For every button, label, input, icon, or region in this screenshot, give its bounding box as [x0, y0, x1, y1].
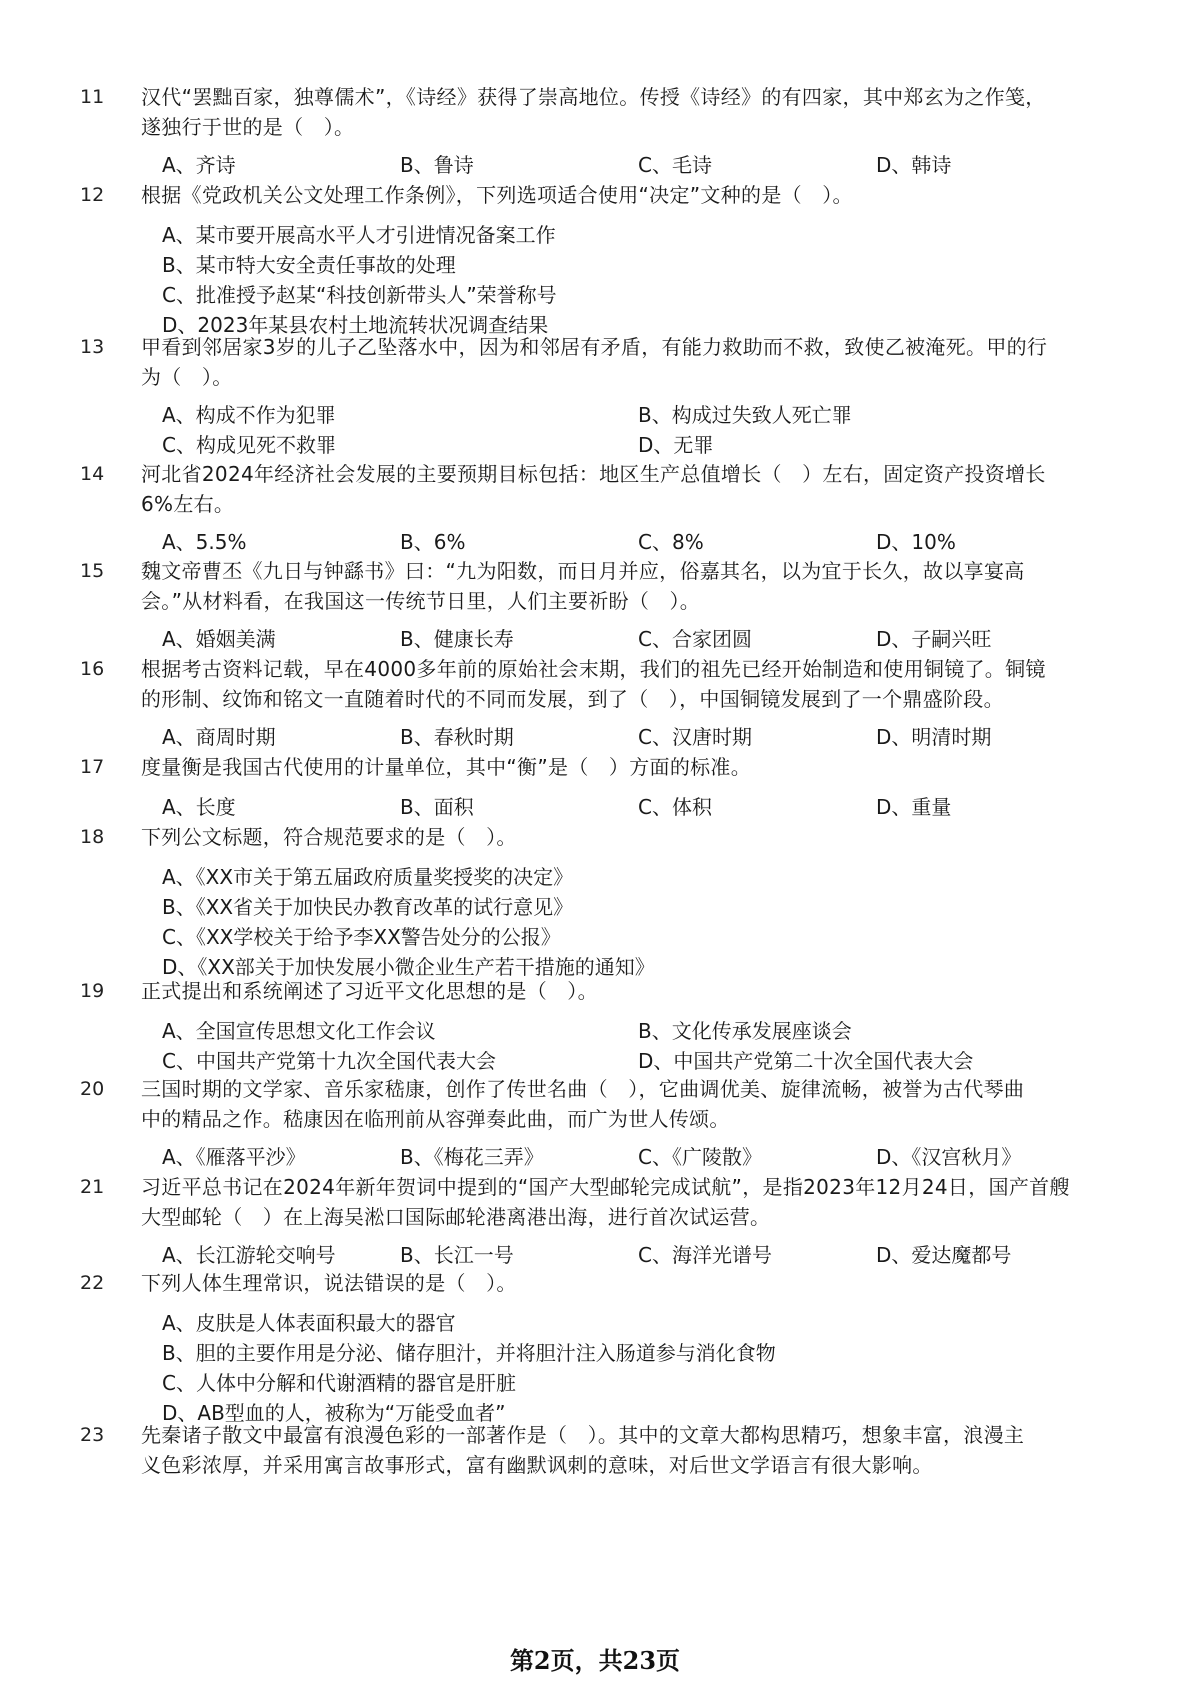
question-stem [141, 180, 1091, 210]
answer-option: C、中国共产党第十九次全国代表大会 [162, 1049, 496, 1073]
question-stem [141, 332, 1091, 392]
answer-option: A、《XX市关于第五届政府质量奖授奖的决定》 [162, 865, 574, 889]
question-stem-line: 义色彩浓厚，并采用寓言故事形式，富有幽默讽刺的意味，对后世文学语言有很大影响。 [141, 1453, 933, 1477]
answer-option: C、构成见死不救罪 [162, 433, 336, 457]
answer-option: A、某市要开展高水平人才引进情况备案工作 [162, 223, 556, 247]
answer-option: C、体积 [638, 795, 712, 819]
answer-option: A、长度 [162, 795, 236, 819]
option-group [162, 792, 1092, 822]
question-stem-line: 先秦诸子散文中最富有浪漫色彩的一部著作是（ ）。其中的文章大都构思精巧，想象丰富，浪漫主 [141, 1423, 1025, 1447]
question-stem-line: 遂独行于世的是（ ）。 [141, 115, 355, 139]
answer-option: D、无罪 [638, 433, 714, 457]
answer-option: C、批准授予赵某“科技创新带头人”荣誉称号 [162, 283, 557, 307]
answer-option: D、重量 [876, 795, 952, 819]
option-group [162, 624, 1092, 654]
answer-option: B、文化传承发展座谈会 [638, 1019, 852, 1043]
question-stem [141, 1172, 1091, 1232]
answer-option: B、《XX省关于加快民办教育改革的试行意见》 [162, 895, 574, 919]
question-stem-line: 甲看到邻居家3岁的儿子乙坠落水中，因为和邻居有矛盾，有能力救助而不救，致使乙被淹死。甲的行 [141, 335, 1048, 359]
answer-option: C、8% [638, 530, 704, 554]
answer-option: C、《广陵散》 [638, 1145, 762, 1169]
question-stem-line: 正式提出和系统阐述了习近平文化思想的是（ ）。 [141, 979, 598, 1003]
question-number: 22 [80, 1272, 105, 1294]
question-number: 18 [80, 826, 105, 848]
question-stem [141, 556, 1091, 616]
option-group [162, 220, 1092, 340]
question-stem-line: 会。”从材料看，在我国这一传统节日里，人们主要祈盼（ ）。 [141, 589, 701, 613]
answer-option: C、毛诗 [638, 153, 712, 177]
question-number: 11 [80, 86, 105, 108]
question-stem-line: 的形制、纹饰和铭文一直随着时代的不同而发展，到了（ ），中国铜镜发展到了一个鼎盛阶段。 [141, 687, 1004, 711]
answer-option: A、5.5% [162, 530, 247, 554]
question-number: 20 [80, 1078, 105, 1100]
question-number: 23 [80, 1424, 105, 1446]
option-group [162, 722, 1092, 752]
question-stem-line: 汉代“罢黜百家，独尊儒术”，《诗经》获得了崇高地位。传授《诗经》的有四家，其中郑玄为之作笺， [141, 85, 1046, 109]
answer-option: B、面积 [400, 795, 474, 819]
question-stem-line: 魏文帝曹丕《九日与钟繇书》曰：“九为阳数，而日月并应，俗嘉其名，以为宜于长久，故以享宴高 [141, 559, 1025, 583]
option-group [162, 1016, 1092, 1076]
option-group [162, 1240, 1092, 1270]
question-stem [141, 82, 1091, 142]
answer-option: D、AB型血的人，被称为“万能受血者” [162, 1401, 506, 1425]
question-stem-line: 河北省2024年经济社会发展的主要预期目标包括：地区生产总值增长（ ）左右，固定资产投资增长 [141, 462, 1046, 486]
answer-option: B、《梅花三弄》 [400, 1145, 544, 1169]
question-stem-line: 根据《党政机关公文处理工作条例》，下列选项适合使用“决定”文种的是（ ）。 [141, 183, 853, 207]
question-number: 19 [80, 980, 105, 1002]
question-stem [141, 752, 1091, 782]
question-stem-line: 中的精品之作。嵇康因在临刑前从容弹奏此曲，而广为世人传颂。 [141, 1107, 730, 1131]
question-stem-line: 根据考古资料记载，早在4000多年前的原始社会末期，我们的祖先已经开始制造和使用铜镜了。铜镜 [141, 657, 1046, 681]
page-footer: 第2页，共23页 [509, 1646, 681, 1675]
answer-option: B、某市特大安全责任事故的处理 [162, 253, 456, 277]
question-number: 15 [80, 560, 105, 582]
answer-option: B、长江一号 [400, 1243, 514, 1267]
answer-option: D、10% [876, 530, 956, 554]
question-number: 21 [80, 1176, 105, 1198]
option-group [162, 400, 1092, 460]
question-stem-line: 三国时期的文学家、音乐家嵇康，创作了传世名曲（ ），它曲调优美、旋律流畅，被誉为古代琴曲 [141, 1077, 1025, 1101]
answer-option: D、爱达魔都号 [876, 1243, 1012, 1267]
question-number: 13 [80, 336, 105, 358]
answer-option: D、中国共产党第二十次全国代表大会 [638, 1049, 974, 1073]
answer-option: A、齐诗 [162, 153, 236, 177]
answer-option: A、全国宣传思想文化工作会议 [162, 1019, 436, 1043]
question-stem [141, 1074, 1091, 1134]
answer-option: C、合家团圆 [638, 627, 752, 651]
answer-option: B、鲁诗 [400, 153, 474, 177]
answer-option: D、子嗣兴旺 [876, 627, 992, 651]
question-stem [141, 1268, 1091, 1298]
question-number: 12 [80, 184, 105, 206]
question-number: 14 [80, 463, 105, 485]
option-group [162, 1142, 1092, 1172]
question-stem-line: 度量衡是我国古代使用的计量单位，其中“衡”是（ ）方面的标准。 [141, 755, 752, 779]
question-stem [141, 822, 1091, 852]
answer-option: A、婚姻美满 [162, 627, 276, 651]
question-number: 16 [80, 658, 105, 680]
question-stem-line: 为（ ）。 [141, 365, 233, 389]
answer-option: B、6% [400, 530, 466, 554]
answer-option: C、人体中分解和代谢酒精的器官是肝脏 [162, 1371, 516, 1395]
option-group [162, 150, 1092, 180]
answer-option: C、汉唐时期 [638, 725, 752, 749]
answer-option: C、《XX学校关于给予李XX警告处分的公报》 [162, 925, 561, 949]
answer-option: D、《XX部关于加快发展小微企业生产若干措施的通知》 [162, 955, 655, 979]
option-group [162, 862, 1092, 982]
answer-option: A、商周时期 [162, 725, 276, 749]
question-stem [141, 976, 1091, 1006]
answer-option: D、韩诗 [876, 153, 952, 177]
option-group [162, 1308, 1092, 1428]
answer-option: D、《汉宫秋月》 [876, 1145, 1022, 1169]
option-group [162, 527, 1092, 557]
question-stem [141, 1420, 1091, 1480]
answer-option: B、构成过失致人死亡罪 [638, 403, 852, 427]
answer-option: A、构成不作为犯罪 [162, 403, 336, 427]
answer-option: C、海洋光谱号 [638, 1243, 772, 1267]
answer-option: D、明清时期 [876, 725, 992, 749]
question-stem-line: 下列公文标题，符合规范要求的是（ ）。 [141, 825, 517, 849]
question-stem-line: 习近平总书记在2024年新年贺词中提到的“国产大型邮轮完成试航”，是指2023年12月24日，国产首艘 [141, 1175, 1070, 1199]
question-stem [141, 459, 1091, 519]
answer-option: A、皮肤是人体表面积最大的器官 [162, 1311, 456, 1335]
answer-option: B、健康长寿 [400, 627, 514, 651]
question-number: 17 [80, 756, 105, 778]
question-stem-line: 大型邮轮（ ）在上海吴淞口国际邮轮港离港出海，进行首次试运营。 [141, 1205, 771, 1229]
answer-option: B、春秋时期 [400, 725, 514, 749]
answer-option: B、胆的主要作用是分泌、储存胆汁，并将胆汁注入肠道参与消化食物 [162, 1341, 776, 1365]
question-stem-line: 6%左右。 [141, 492, 235, 516]
answer-option: D、2023年某县农村土地流转状况调查结果 [162, 313, 549, 337]
answer-option: A、《雁落平沙》 [162, 1145, 306, 1169]
question-stem [141, 654, 1091, 714]
answer-option: A、长江游轮交响号 [162, 1243, 336, 1267]
question-stem-line: 下列人体生理常识，说法错误的是（ ）。 [141, 1271, 517, 1295]
